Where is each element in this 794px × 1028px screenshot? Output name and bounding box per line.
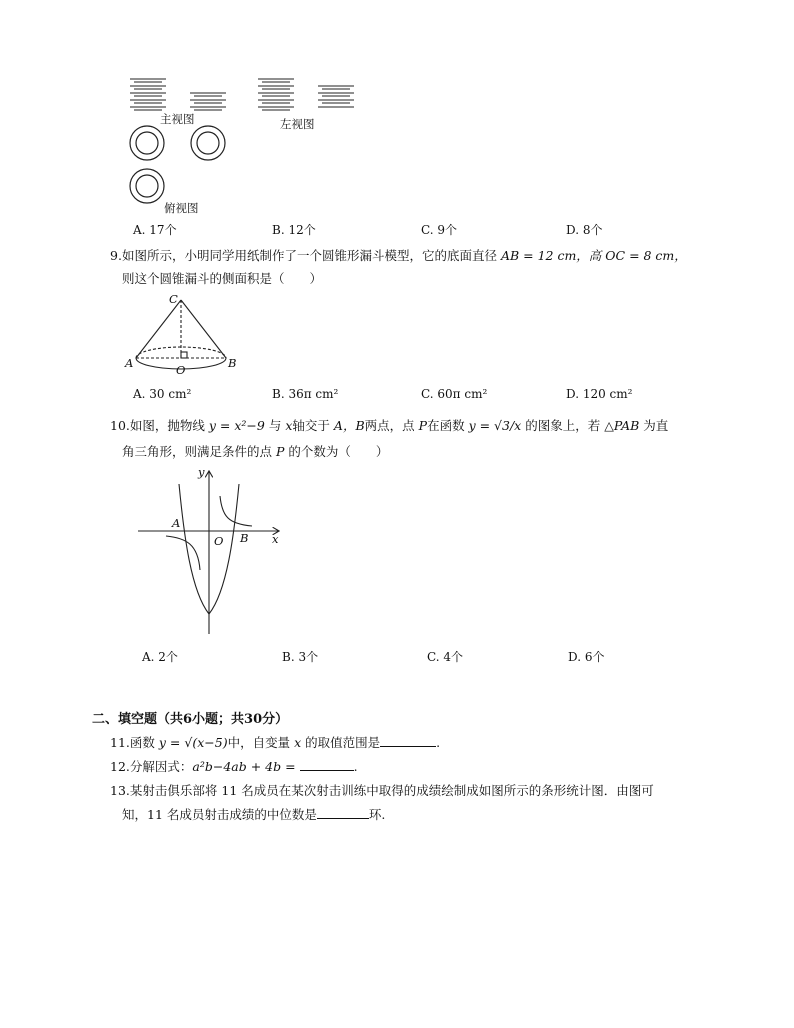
q9-option-c[interactable]: C. 60π cm² xyxy=(421,387,488,401)
q10-hyperbola-eq: y = √3/x xyxy=(468,418,522,433)
q9-option-a[interactable]: A. 30 cm² xyxy=(133,387,192,401)
q13-text-line2b: 环. xyxy=(368,807,386,822)
q11-text-c: 的取值范围是 xyxy=(305,735,381,750)
q12-line xyxy=(110,755,358,779)
q10-text-b: 与 xyxy=(268,418,282,433)
q10-text-d: 两点，点 xyxy=(364,418,415,433)
q11-text-b: 中，自变量 xyxy=(227,735,291,750)
q8-option-b[interactable]: B. 12个 xyxy=(272,223,316,237)
q11-var: x xyxy=(294,735,302,750)
q10-option-b[interactable]: B. 3个 xyxy=(282,650,319,664)
q9-line2: 则这个圆锥漏斗的侧面积是（ ） xyxy=(122,271,323,286)
q12-tail: . xyxy=(353,759,358,774)
q9-label-a: A xyxy=(125,356,134,370)
q9-text1: 如图所示，小明同学用纸制作了一个圆锥形漏斗模型，它的底面直径 xyxy=(121,248,497,263)
q13-line2 xyxy=(122,803,385,827)
q10-triangle: △PAB xyxy=(604,418,640,433)
q11-tail: . xyxy=(436,735,441,750)
q9-label-o: O xyxy=(176,363,186,377)
q9-number: 9. xyxy=(110,248,122,263)
q11-text-a: 函数 xyxy=(129,735,155,750)
q9-math1: AB = 12 cm，高 OC = 8 cm， xyxy=(500,248,687,263)
q10-graph-figure xyxy=(136,466,286,640)
q10-line2 xyxy=(122,440,388,464)
q9-line1 xyxy=(110,244,687,268)
q9-option-b[interactable]: B. 36π cm² xyxy=(272,387,339,401)
q13-text-line1: 某射击俱乐部将 11 名成员在某次射击训练中取得的成绩绘制成如图所示的条形统计图．由图可 xyxy=(129,783,654,798)
q10-point-p: P xyxy=(418,418,428,433)
q8-option-a[interactable]: A. 17个 xyxy=(133,223,177,237)
q13-number: 13. xyxy=(110,783,130,798)
q10-label-x: x xyxy=(272,532,279,546)
q8-option-d[interactable]: D. 8个 xyxy=(566,223,603,237)
q8-front-view-figure xyxy=(128,76,238,116)
q8-left-view-figure xyxy=(256,76,366,116)
q12-number: 12. xyxy=(110,759,130,774)
q11-answer-blank[interactable] xyxy=(380,734,436,747)
q11-equation: y = √(x−5) xyxy=(158,735,228,750)
q12-text-a: 分解因式： xyxy=(129,759,193,774)
q8-front-view-label: 主视图 xyxy=(160,112,195,126)
q11-line xyxy=(110,731,440,755)
q11-number: 11. xyxy=(110,735,130,750)
q10-text-e: 在函数 xyxy=(427,418,465,433)
q10-text-c: 轴交于 xyxy=(292,418,330,433)
q10-var-x: x xyxy=(285,418,293,433)
q10-label-o: O xyxy=(214,534,224,548)
q8-top-view-label: 俯视图 xyxy=(164,201,199,215)
q10-text-line2: 角三角形，则满足条件的点 xyxy=(122,444,273,459)
q10-label-y: y xyxy=(198,465,205,479)
q10-label-a: A xyxy=(172,516,181,530)
q10-text-g: 为直 xyxy=(643,418,669,433)
q13-text-line2a: 知，11 名成员射击成绩的中位数是 xyxy=(122,807,317,822)
q9-option-d[interactable]: D. 120 cm² xyxy=(566,387,633,401)
q12-answer-blank[interactable] xyxy=(300,758,354,771)
q10-option-c[interactable]: C. 4个 xyxy=(427,650,464,664)
q10-text-line2b: 的个数为（ ） xyxy=(288,444,389,459)
section2-title: 二、填空题（共6小题；共30分） xyxy=(92,712,289,727)
q10-text-a: 如图，抛物线 xyxy=(129,418,205,433)
q10-point-p2: P xyxy=(276,444,285,459)
q8-left-view-label: 左视图 xyxy=(280,117,315,131)
q10-text-f: 的图象上，若 xyxy=(525,418,601,433)
q10-line1 xyxy=(110,414,668,438)
q13-line1 xyxy=(110,779,654,803)
q9-label-b: B xyxy=(228,356,237,370)
q8-top-view-figure xyxy=(128,124,238,210)
q12-expression: a²b−4ab + 4b = xyxy=(192,759,296,774)
q10-option-d[interactable]: D. 6个 xyxy=(568,650,605,664)
q10-parabola-eq: y = x²−9 xyxy=(208,418,265,433)
q8-option-c[interactable]: C. 9个 xyxy=(421,223,458,237)
q13-answer-blank[interactable] xyxy=(317,806,369,819)
q10-option-a[interactable]: A. 2个 xyxy=(142,650,178,664)
q10-number: 10. xyxy=(110,418,130,433)
q10-points: A，B xyxy=(333,418,365,433)
q9-label-c: C xyxy=(169,292,178,306)
q10-label-b: B xyxy=(240,531,249,545)
